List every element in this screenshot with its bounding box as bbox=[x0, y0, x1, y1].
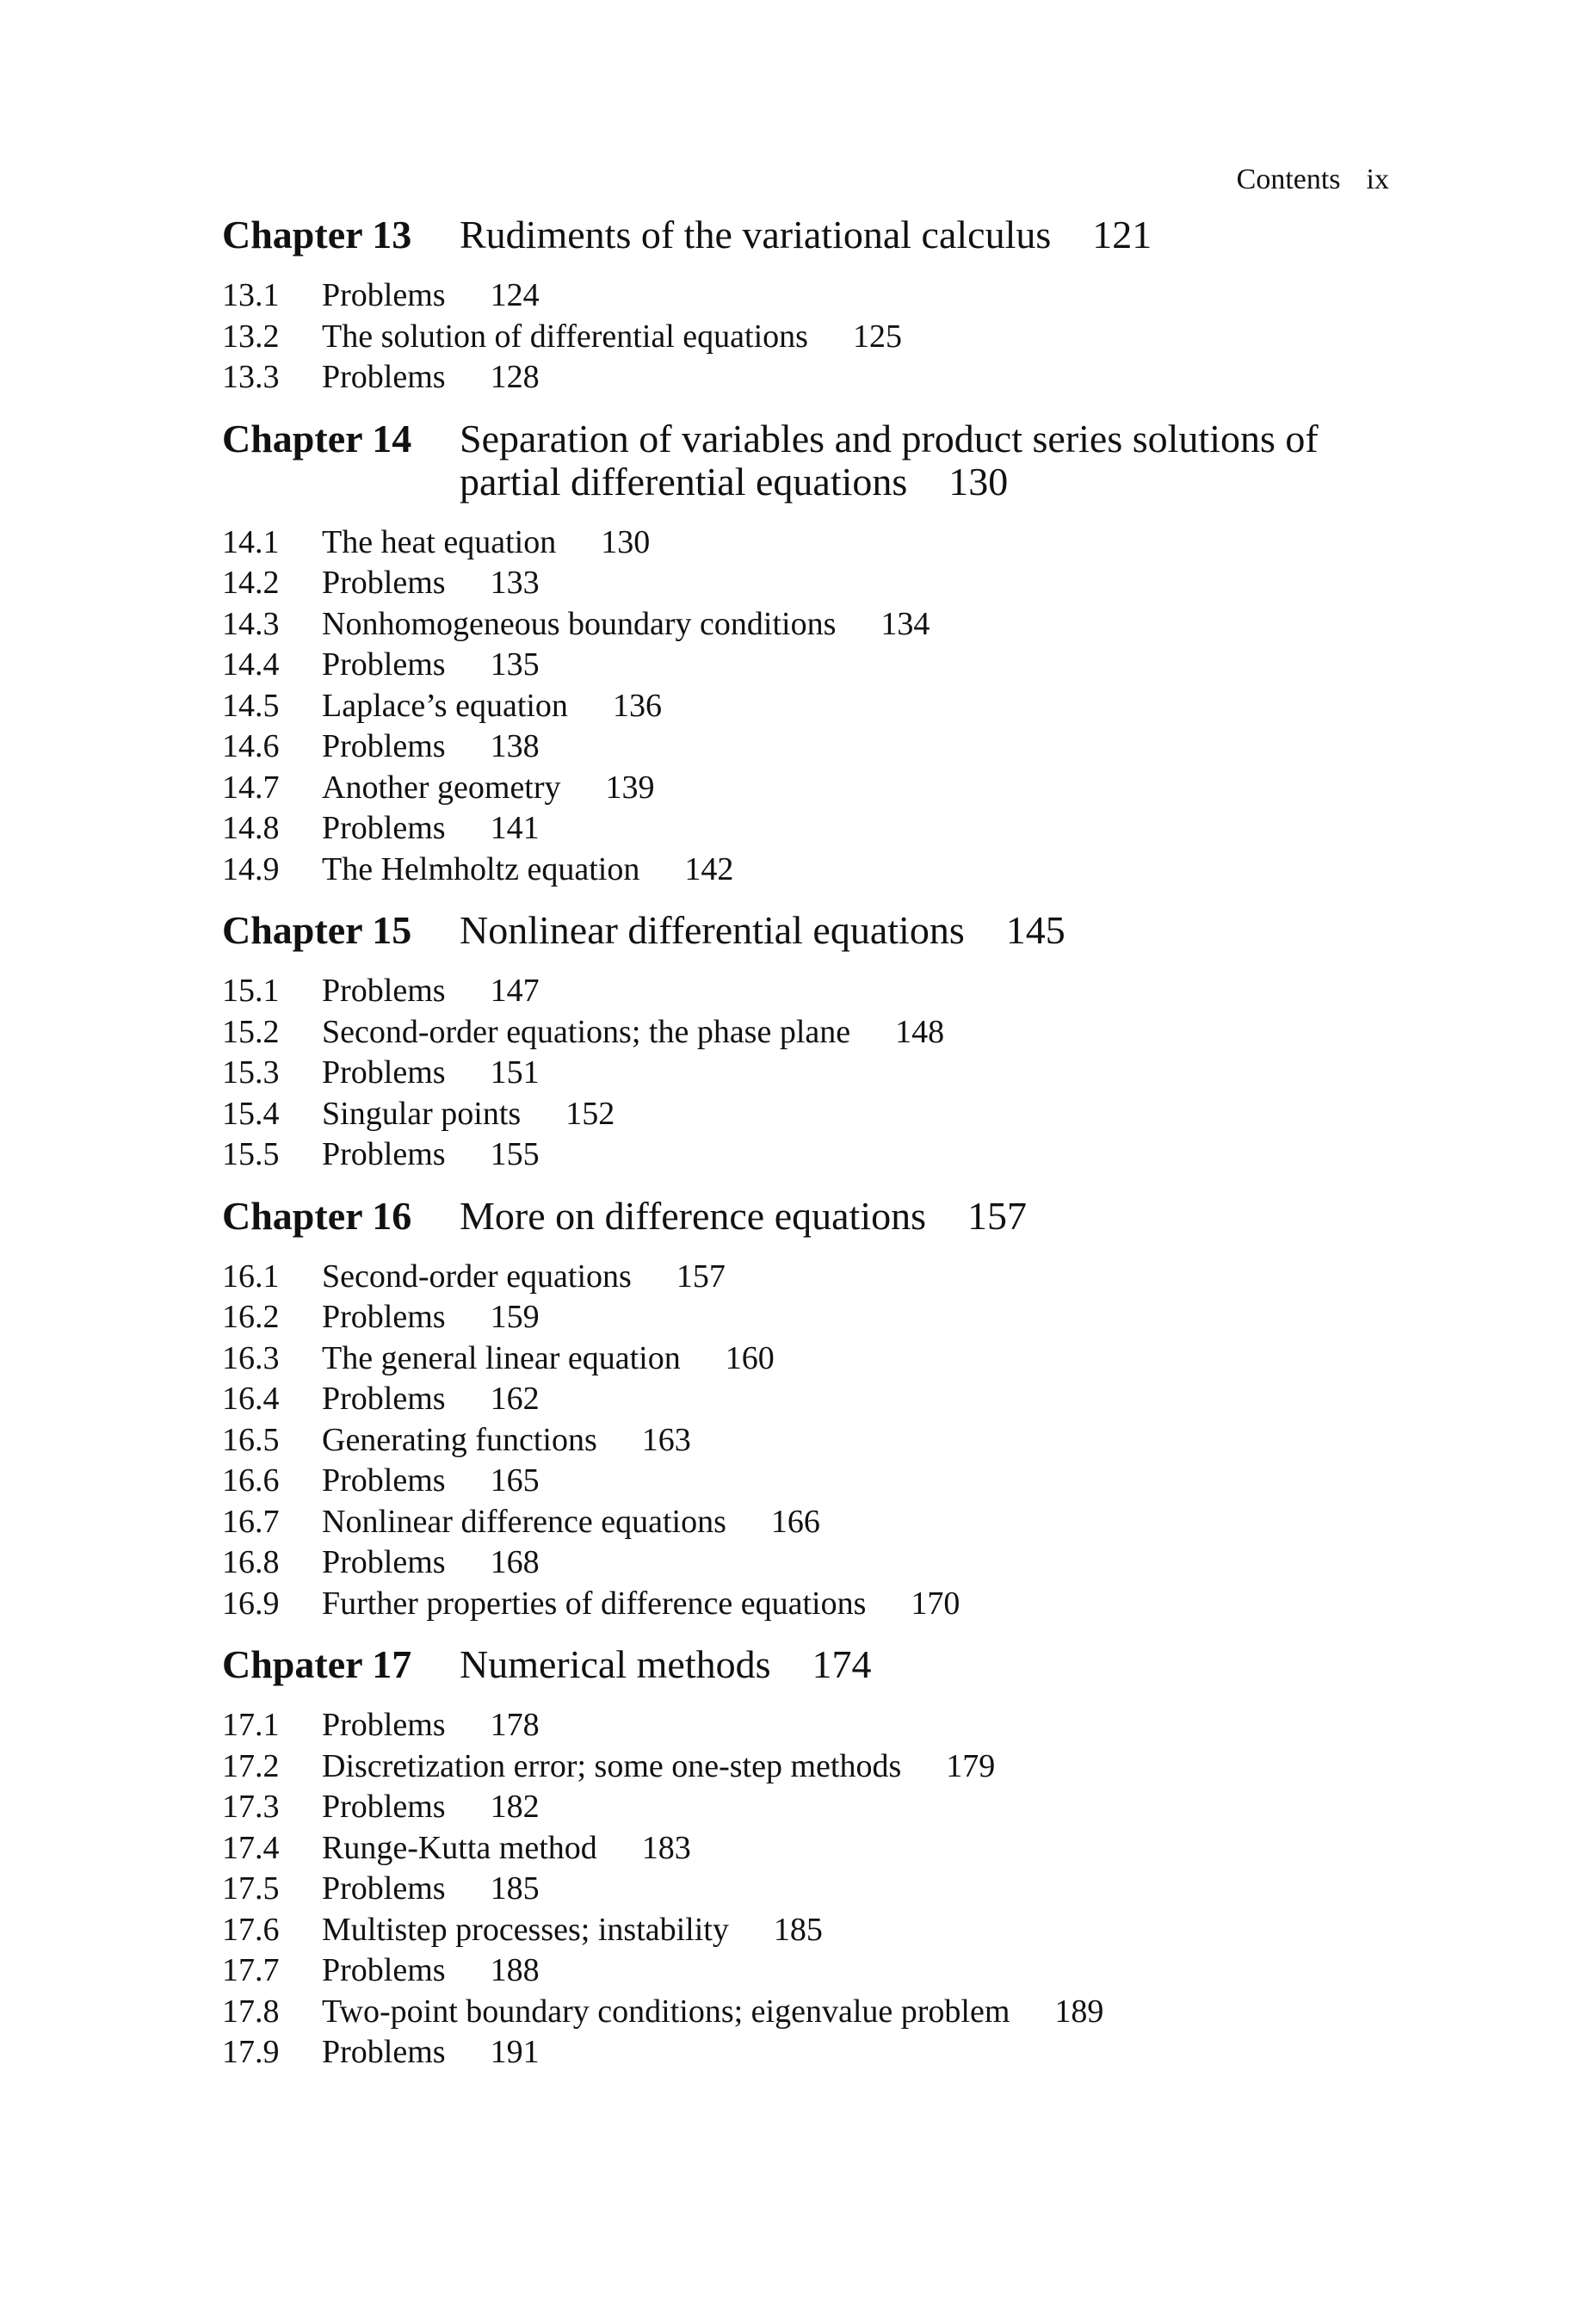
chapter-entry bbox=[222, 1195, 1427, 1625]
chapter-label: Chapter 13 bbox=[222, 213, 412, 257]
section-title: Nonlinear difference equations bbox=[322, 1503, 726, 1540]
running-head bbox=[1237, 164, 1389, 196]
section-entry[interactable] bbox=[222, 971, 1427, 1012]
section-page-number: 163 bbox=[641, 1421, 691, 1458]
section-number: 14.6 bbox=[222, 728, 280, 764]
section-page-number: 183 bbox=[641, 1829, 691, 1866]
section-page-number: 141 bbox=[490, 810, 540, 846]
section-number: 14.5 bbox=[222, 687, 280, 724]
section-page-number: 168 bbox=[490, 1544, 540, 1580]
section-page-number: 159 bbox=[490, 1299, 540, 1335]
section-page-number: 178 bbox=[490, 1707, 540, 1743]
section-entry[interactable] bbox=[222, 1379, 1427, 1420]
section-page-number: 133 bbox=[490, 565, 540, 601]
section-number: 13.1 bbox=[222, 277, 280, 313]
section-number: 17.1 bbox=[222, 1707, 280, 1743]
section-title: Problems bbox=[322, 1462, 446, 1499]
section-number: 17.6 bbox=[222, 1911, 280, 1948]
section-page-number: 182 bbox=[490, 1789, 540, 1825]
section-entry[interactable] bbox=[222, 2032, 1427, 2074]
chapter-title: More on difference equations bbox=[460, 1193, 927, 1238]
section-title: The heat equation bbox=[322, 523, 557, 560]
section-title: Second-order equations bbox=[322, 1258, 632, 1295]
section-title: Further properties of difference equations bbox=[322, 1585, 867, 1622]
section-number: 13.3 bbox=[222, 359, 280, 395]
section-title: Multistep processes; instability bbox=[322, 1911, 729, 1948]
section-page-number: 128 bbox=[490, 359, 540, 395]
section-title: Problems bbox=[322, 646, 446, 683]
section-title: Problems bbox=[322, 1136, 446, 1172]
chapter-title-block bbox=[460, 417, 1427, 504]
section-number: 15.4 bbox=[222, 1095, 280, 1132]
section-page-number: 148 bbox=[895, 1013, 945, 1050]
section-number: 17.8 bbox=[222, 1993, 280, 2030]
section-number: 13.2 bbox=[222, 318, 280, 355]
section-title: Another geometry bbox=[322, 769, 561, 806]
section-number: 14.2 bbox=[222, 565, 280, 601]
section-page-number: 151 bbox=[490, 1054, 540, 1091]
section-page-number: 130 bbox=[601, 523, 651, 560]
section-page-number: 125 bbox=[852, 318, 902, 355]
chapter-entry bbox=[222, 909, 1427, 1176]
section-title: Generating functions bbox=[322, 1421, 597, 1458]
section-number: 17.7 bbox=[222, 1952, 280, 1988]
section-title: Problems bbox=[322, 728, 446, 764]
section-title: Problems bbox=[322, 973, 446, 1009]
chapter-label: Chapter 15 bbox=[222, 908, 412, 952]
section-page-number: 142 bbox=[684, 850, 734, 887]
section-number: 16.4 bbox=[222, 1381, 280, 1417]
chapter-page-number: 157 bbox=[967, 1193, 1028, 1238]
section-title: Problems bbox=[322, 1707, 446, 1743]
section-entry[interactable] bbox=[222, 1461, 1427, 1502]
section-number: 16.8 bbox=[222, 1544, 280, 1580]
chapter-title-block bbox=[460, 1643, 1427, 1686]
chapter-heading[interactable] bbox=[222, 909, 1427, 952]
section-title: Problems bbox=[322, 1870, 446, 1907]
section-entry[interactable] bbox=[222, 1012, 1427, 1054]
section-entry[interactable] bbox=[222, 1869, 1427, 1910]
section-title: Singular points bbox=[322, 1095, 522, 1132]
chapter-title: Rudiments of the variational calculus bbox=[460, 213, 1052, 257]
chapter-title: Separation of variables and product series solutions of partial differential equations bbox=[460, 416, 1319, 504]
section-title: Second-order equations; the phase plane bbox=[322, 1013, 851, 1050]
section-page-number: 152 bbox=[565, 1095, 615, 1132]
section-number: 16.3 bbox=[222, 1339, 280, 1376]
section-number: 17.5 bbox=[222, 1870, 280, 1907]
section-entry[interactable] bbox=[222, 1705, 1427, 1746]
section-page-number: 157 bbox=[676, 1258, 726, 1295]
section-number: 16.6 bbox=[222, 1462, 280, 1499]
chapter-page-number: 145 bbox=[1005, 908, 1065, 952]
section-entry[interactable] bbox=[222, 317, 1427, 358]
chapter-title-block bbox=[460, 1195, 1427, 1238]
section-title: Problems bbox=[322, 1952, 446, 1988]
chapter-label: Chapter 16 bbox=[222, 1193, 412, 1238]
section-title: Problems bbox=[322, 359, 446, 395]
section-number: 14.9 bbox=[222, 850, 280, 887]
section-entry[interactable] bbox=[222, 1338, 1427, 1380]
section-entry[interactable] bbox=[222, 1950, 1427, 1992]
section-number: 16.7 bbox=[222, 1503, 280, 1540]
section-number: 16.5 bbox=[222, 1421, 280, 1458]
section-entry[interactable] bbox=[222, 850, 1427, 891]
section-number: 14.7 bbox=[222, 769, 280, 806]
section-title: Problems bbox=[322, 1299, 446, 1335]
section-number: 16.2 bbox=[222, 1299, 280, 1335]
section-entry[interactable] bbox=[222, 1420, 1427, 1462]
section-number: 16.1 bbox=[222, 1258, 280, 1295]
section-page-number: 165 bbox=[490, 1462, 540, 1499]
section-entry[interactable] bbox=[222, 522, 1427, 564]
section-title: Runge-Kutta method bbox=[322, 1829, 597, 1866]
chapter-page-number: 174 bbox=[812, 1642, 872, 1686]
section-page-number: 134 bbox=[880, 605, 930, 642]
section-page-number: 124 bbox=[490, 277, 540, 313]
section-page-number: 139 bbox=[605, 769, 655, 806]
section-page-number: 185 bbox=[490, 1870, 540, 1907]
section-entry[interactable] bbox=[222, 768, 1427, 809]
chapter-heading[interactable] bbox=[222, 1195, 1427, 1238]
section-number: 17.9 bbox=[222, 2034, 280, 2070]
section-page-number: 138 bbox=[490, 728, 540, 764]
section-page-number: 147 bbox=[490, 973, 540, 1009]
section-title: Nonhomogeneous boundary conditions bbox=[322, 605, 837, 642]
section-entry[interactable] bbox=[222, 1992, 1427, 2033]
chapter-heading[interactable] bbox=[222, 417, 1427, 504]
chapter-entry bbox=[222, 417, 1427, 891]
section-page-number: 136 bbox=[612, 687, 662, 724]
section-number: 17.3 bbox=[222, 1789, 280, 1825]
section-page-number: 166 bbox=[770, 1503, 820, 1540]
section-page-number: 170 bbox=[911, 1585, 960, 1622]
section-entry[interactable] bbox=[222, 357, 1427, 399]
section-entry[interactable] bbox=[222, 808, 1427, 850]
section-title: Problems bbox=[322, 1381, 446, 1417]
section-page-number: 189 bbox=[1054, 1993, 1104, 2030]
section-title: Two-point boundary conditions; eigenvalue problem bbox=[322, 1993, 1010, 2030]
chapter-page-number: 121 bbox=[1092, 213, 1152, 257]
section-title: Problems bbox=[322, 2034, 446, 2070]
section-number: 15.5 bbox=[222, 1136, 280, 1172]
chapter-label: Chapter 14 bbox=[222, 416, 412, 460]
section-number: 16.9 bbox=[222, 1585, 280, 1622]
chapter-entry bbox=[222, 213, 1427, 399]
chapter-page-number: 130 bbox=[948, 459, 1009, 504]
section-entry[interactable] bbox=[222, 1746, 1427, 1788]
section-entry[interactable] bbox=[222, 275, 1427, 317]
section-page-number: 160 bbox=[725, 1339, 775, 1376]
section-entry[interactable] bbox=[222, 1094, 1427, 1135]
table-of-contents bbox=[222, 213, 1427, 2092]
section-entry[interactable] bbox=[222, 604, 1427, 646]
section-page-number: 179 bbox=[946, 1747, 996, 1784]
section-page-number: 188 bbox=[490, 1952, 540, 1988]
section-entry[interactable] bbox=[222, 1134, 1427, 1176]
running-head-page-number: ix bbox=[1366, 164, 1389, 195]
chapter-title-block bbox=[460, 909, 1427, 952]
section-title: Problems bbox=[322, 1544, 446, 1580]
section-entry[interactable] bbox=[222, 645, 1427, 686]
section-page-number: 162 bbox=[490, 1381, 540, 1417]
section-number: 14.8 bbox=[222, 810, 280, 846]
section-entry[interactable] bbox=[222, 1542, 1427, 1584]
section-number: 14.3 bbox=[222, 605, 280, 642]
running-head-label: Contents bbox=[1236, 164, 1341, 195]
chapter-title-block bbox=[460, 213, 1427, 257]
section-number: 15.2 bbox=[222, 1013, 280, 1050]
section-entry[interactable] bbox=[222, 1787, 1427, 1828]
section-number: 17.2 bbox=[222, 1747, 280, 1784]
section-title: Problems bbox=[322, 1789, 446, 1825]
section-entry[interactable] bbox=[222, 1297, 1427, 1338]
section-title: Laplace’s equation bbox=[322, 687, 568, 724]
section-title: Problems bbox=[322, 277, 446, 313]
chapter-heading[interactable] bbox=[222, 1643, 1427, 1686]
section-entry[interactable] bbox=[222, 1910, 1427, 1951]
section-entry[interactable] bbox=[222, 686, 1427, 727]
chapter-heading[interactable] bbox=[222, 213, 1427, 257]
chapter-entry bbox=[222, 1643, 1427, 2074]
section-entry[interactable] bbox=[222, 1502, 1427, 1543]
section-entry[interactable] bbox=[222, 1828, 1427, 1870]
section-title: Problems bbox=[322, 1054, 446, 1091]
section-number: 15.1 bbox=[222, 973, 280, 1009]
chapter-title: Nonlinear differential equations bbox=[460, 908, 965, 952]
section-page-number: 185 bbox=[773, 1911, 823, 1948]
section-entry[interactable] bbox=[222, 1257, 1427, 1298]
section-page-number: 191 bbox=[490, 2034, 540, 2070]
section-number: 17.4 bbox=[222, 1829, 280, 1866]
chapter-label: Chpater 17 bbox=[222, 1642, 412, 1686]
chapter-title: Numerical methods bbox=[460, 1642, 771, 1686]
section-number: 14.1 bbox=[222, 523, 280, 560]
section-entry[interactable] bbox=[222, 726, 1427, 768]
section-entry[interactable] bbox=[222, 1584, 1427, 1625]
section-title: Problems bbox=[322, 565, 446, 601]
section-title: Discretization error; some one-step methods bbox=[322, 1747, 902, 1784]
section-number: 14.4 bbox=[222, 646, 280, 683]
section-title: The Helmholtz equation bbox=[322, 850, 640, 887]
section-entry[interactable] bbox=[222, 1053, 1427, 1094]
section-number: 15.3 bbox=[222, 1054, 280, 1091]
section-page-number: 135 bbox=[490, 646, 540, 683]
section-entry[interactable] bbox=[222, 563, 1427, 604]
section-page-number: 155 bbox=[490, 1136, 540, 1172]
section-title: The general linear equation bbox=[322, 1339, 681, 1376]
section-title: Problems bbox=[322, 810, 446, 846]
section-title: The solution of differential equations bbox=[322, 318, 808, 355]
